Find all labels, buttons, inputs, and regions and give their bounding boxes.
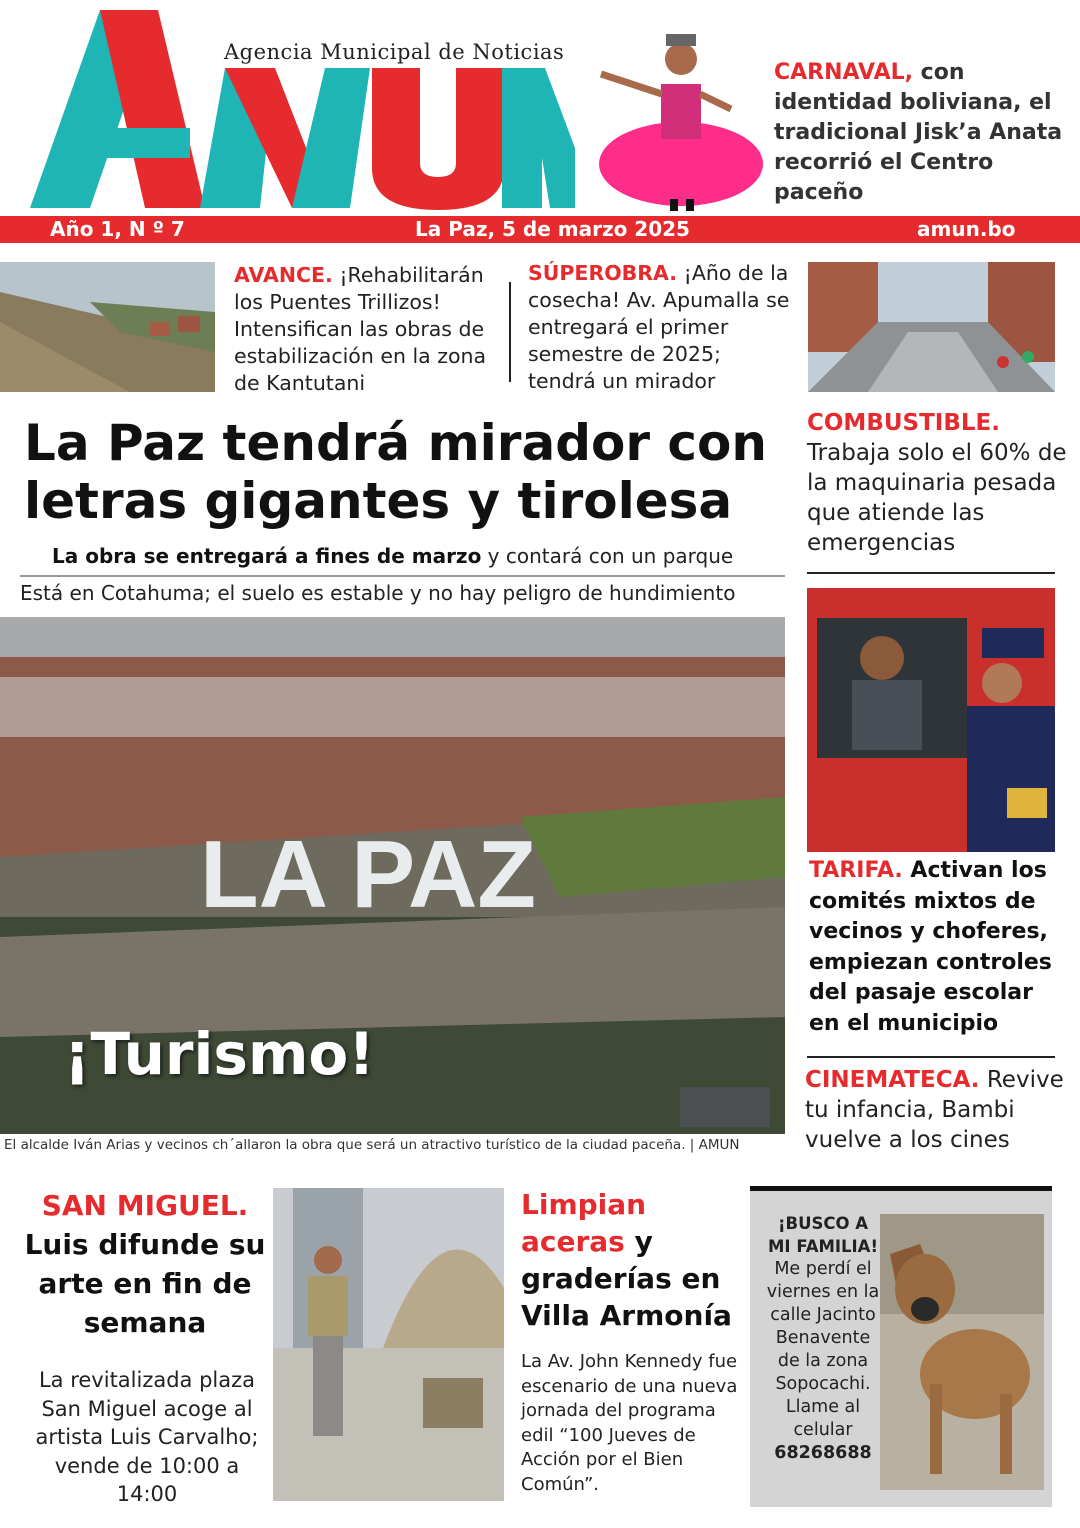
superobra-text: ¡Año de la cosecha! Av. Apumalla se entregará el primer semestre de 2025; tendrá un mirador bbox=[528, 261, 790, 393]
limpian-rest-text: y graderías en Villa Armonía bbox=[521, 1225, 732, 1332]
carnaval-kicker: CARNAVAL, bbox=[774, 60, 913, 85]
subhead-rest: y contará con un parque bbox=[481, 544, 734, 568]
issue-date: La Paz, 5 de marzo 2025 bbox=[415, 217, 690, 241]
tarifa-teaser[interactable] bbox=[809, 856, 1069, 1039]
lead-headline[interactable]: La Paz tendrá mirador con letras gigantes y tirolesa bbox=[24, 414, 767, 530]
combustible-kicker: COMBUSTIBLE. bbox=[807, 410, 1000, 436]
cinemateca-text: Revive tu infancia, Bambi vuelve a los cines bbox=[805, 1067, 1064, 1153]
agency-name: Agencia Municipal de Noticias bbox=[224, 40, 565, 64]
superobra-kicker: SÚPEROBRA. bbox=[528, 261, 678, 285]
limpian-title[interactable] bbox=[521, 1186, 751, 1334]
subhead-divider bbox=[20, 575, 785, 577]
carnaval-teaser[interactable] bbox=[774, 58, 1064, 208]
turismo-overlay: ¡Turismo! bbox=[64, 1020, 375, 1088]
sanmiguel-title-block[interactable] bbox=[20, 1186, 270, 1342]
lost-dog-photo bbox=[880, 1214, 1044, 1490]
la-paz-sign-letters: LA PAZ bbox=[200, 821, 536, 928]
tarifa-kicker: TARIFA. bbox=[809, 858, 903, 883]
carnaval-text: con identidad boliviana, el tradicional Jisk’a Anata recorrió el Centro paceño bbox=[774, 60, 1063, 205]
combustible-teaser[interactable] bbox=[807, 408, 1067, 558]
sidebar-divider-2 bbox=[807, 1056, 1055, 1058]
website-link[interactable]: amun.bo bbox=[917, 217, 1016, 241]
avance-kicker: AVANCE. bbox=[234, 263, 333, 287]
subhead-bold: La obra se entregará a fines de marzo bbox=[52, 544, 482, 568]
lead-subhead bbox=[52, 544, 733, 568]
limpian-body: La Av. John Kennedy fue escenario de una nueva jornada del programa edil “100 Jueves de Acción por el Bien Común”. bbox=[521, 1351, 738, 1495]
issue-number: Año 1, N º 7 bbox=[50, 217, 185, 241]
busco-title: ¡BUSCO A MI FAMILIA! bbox=[768, 1214, 878, 1256]
avance-text: ¡Rehabilitarán los Puentes Trillizos! Intensifican las obras de estabilización en la zona de Kantutani bbox=[234, 263, 487, 395]
busco-body: Me perdí el viernes en la calle Jacinto Benavente de la zona Sopocachi. Llame al celular bbox=[766, 1259, 880, 1440]
limpian-red-text: Limpian aceras bbox=[521, 1188, 647, 1258]
sidebar-divider bbox=[807, 572, 1055, 574]
combustible-text: Trabaja solo el 60% de la maquinaria pesada que atiende las emergencias bbox=[807, 440, 1067, 556]
kantutani-photo bbox=[0, 262, 215, 392]
sanmiguel-body: La revitalizada plaza San Miguel acoge al artista Luis Carvalho; vende de 10:00 a 14:00 bbox=[35, 1368, 259, 1506]
busco-phone: 68268688 bbox=[774, 1443, 872, 1463]
sanmiguel-kicker: SAN MIGUEL. bbox=[41, 1189, 249, 1222]
tarifa-text: Activan los comités mixtos de vecinos y choferes, empiezan controles del pasaje escolar en el municipio bbox=[809, 858, 1052, 1036]
carnaval-dancer-image bbox=[596, 14, 766, 214]
tarifa-photo bbox=[807, 588, 1055, 852]
busco-familia-text[interactable] bbox=[764, 1212, 882, 1465]
photo-caption: El alcalde Iván Arias y vecinos ch´allaron la obra que será un atractivo turístico de la ciudad paceña. | AMUN bbox=[4, 1137, 740, 1153]
sanmiguel-photo bbox=[273, 1188, 504, 1501]
apumalla-photo bbox=[808, 262, 1055, 392]
superobra-teaser[interactable] bbox=[528, 260, 790, 395]
column-divider bbox=[509, 282, 511, 382]
avance-teaser[interactable] bbox=[234, 262, 499, 397]
lead-deck: Está en Cotahuma; el suelo es estable y no hay peligro de hundimiento bbox=[20, 581, 736, 605]
cinemateca-kicker: CINEMATECA. bbox=[805, 1067, 980, 1093]
amun-logo[interactable] bbox=[30, 8, 575, 213]
sanmiguel-title: Luis difunde su arte en fin de semana bbox=[24, 1228, 266, 1339]
cinemateca-teaser[interactable] bbox=[805, 1065, 1067, 1155]
date-bar bbox=[0, 216, 1080, 243]
